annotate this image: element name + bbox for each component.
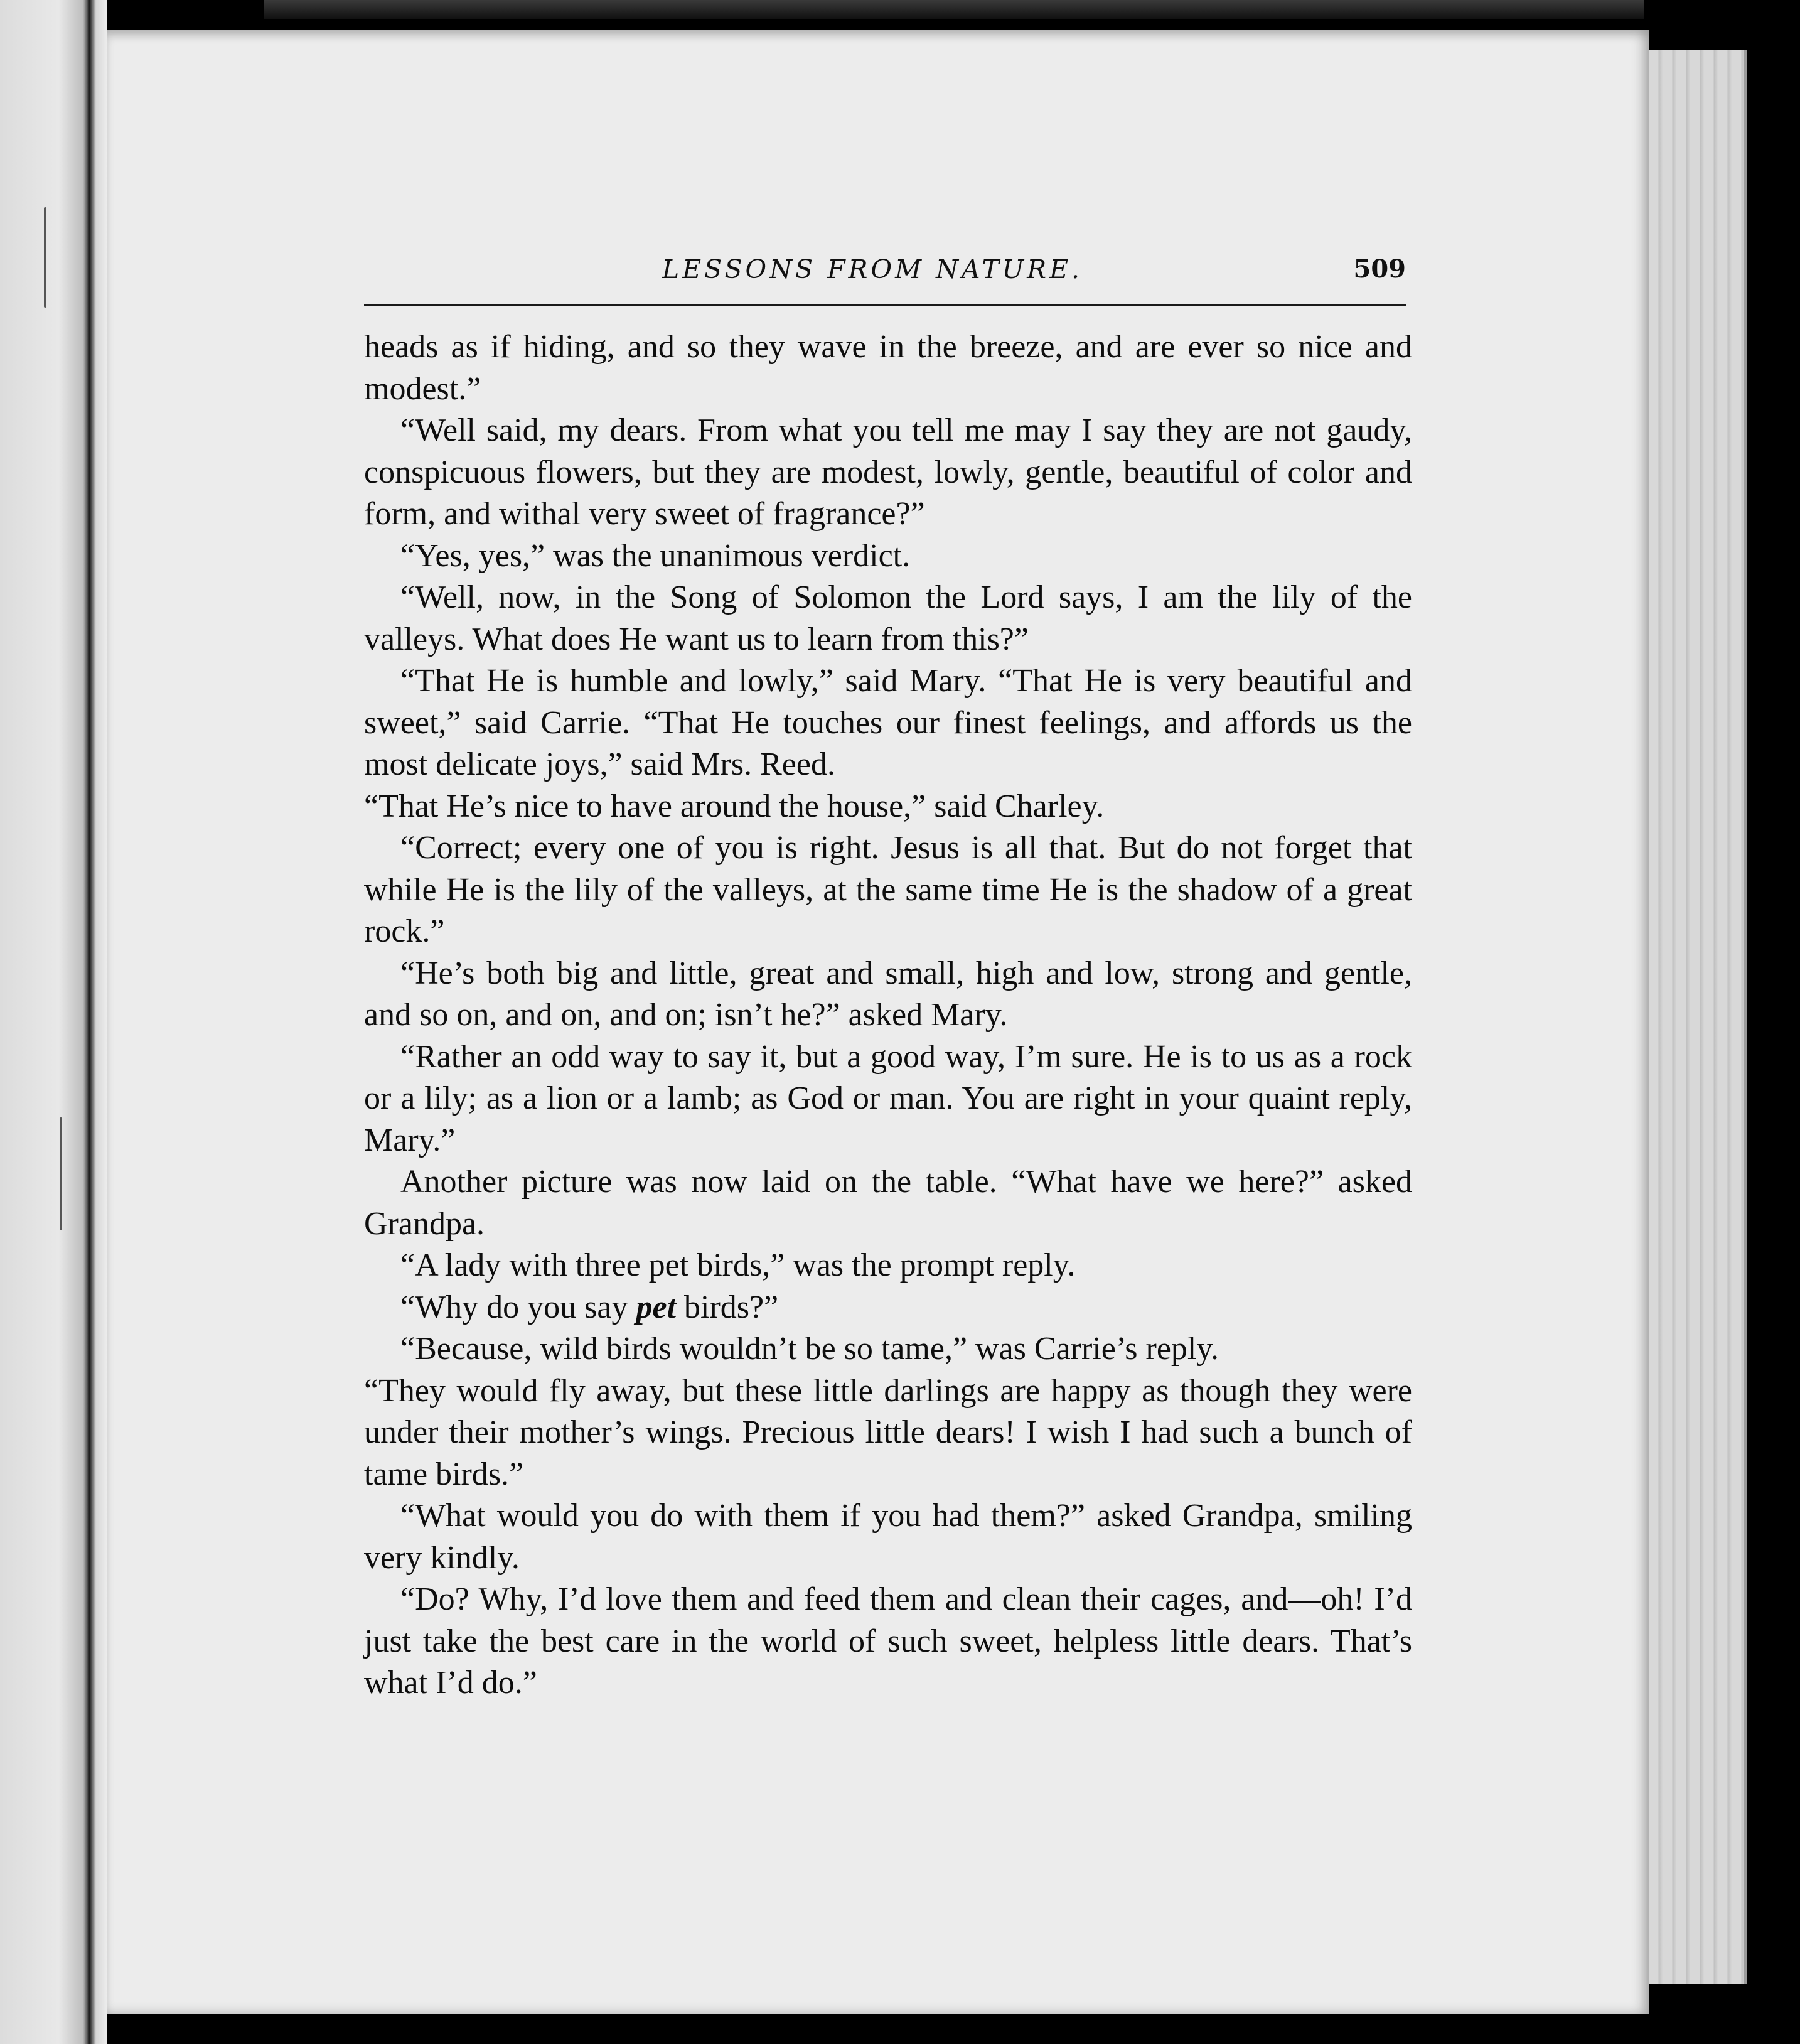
page-top-shadow — [264, 0, 1644, 19]
paragraph: “A lady with three pet birds,” was the prompt reply. — [400, 1247, 1076, 1283]
running-title: LESSONS FROM NATURE. — [662, 254, 1083, 284]
emphasized-word: pet — [636, 1289, 677, 1325]
paragraph: heads as if hiding, and so they wave in the breeze, and are ever so nice and modest.” — [364, 329, 1412, 407]
paragraph: “He’s both big and little, great and small, high and low, strong and gentle, and so on, and on, and on; isn’t he?” asked Mary. — [364, 955, 1412, 1033]
header-rule — [364, 304, 1406, 306]
paragraph: “What would you do with them if you had them?” asked Grandpa, smiling very kindly. — [364, 1498, 1412, 1576]
paragraph: “Do? Why, I’d love them and feed them and clean their cages, and—oh! I’d just take the best care in the world of such sweet, helpless little dears. That’s what I’d do.” — [364, 1581, 1412, 1701]
binding-thread — [60, 1117, 62, 1230]
paragraph: “That He’s nice to have around the house,” said Charley. — [364, 788, 1105, 824]
paragraph: “Well, now, in the Song of Solomon the Lord says, I am the lily of the valleys. What does He want us to learn from this?” — [364, 579, 1412, 657]
paragraph: “Yes, yes,” was the unanimous verdict. — [400, 537, 911, 574]
paragraph-segment: “Why do you say — [400, 1289, 636, 1325]
paragraph: “That He is humble and lowly,” said Mary. “That He is very beautiful and sweet,” said Carrie. “That He touches our finest feelings, and affords us the most delicate joys,” said Mrs. Reed. — [364, 663, 1412, 782]
page-body — [364, 326, 1412, 1704]
paragraph: “Rather an odd way to say it, but a good way, I’m sure. He is to us as a rock or a lily; as a lion or a lamb; as God or man. You are right in your quaint reply, Mary.” — [364, 1038, 1412, 1158]
paragraph — [364, 1287, 1412, 1329]
page-edges — [1649, 50, 1747, 1984]
paragraph: “Because, wild birds wouldn’t be so tame,” was Carrie’s reply. — [400, 1331, 1219, 1367]
book-binding — [0, 0, 107, 2044]
binding-thread — [44, 207, 46, 308]
page-number: 509 — [1353, 254, 1406, 284]
paragraph: “They would fly away, but these little darlings are happy as though they were under their mother’s wings. Precious little dears! I wish I had such a bunch of tame birds.” — [364, 1372, 1412, 1492]
paragraph: “Correct; every one of you is right. Jesus is all that. But do not forget that while He is the lily of the valleys, at the same time He is the shadow of a great rock.” — [364, 830, 1412, 949]
paragraph-segment: birds?” — [676, 1289, 779, 1325]
paragraph: “Well said, my dears. From what you tell me may I say they are not gaudy, conspicuous flowers, but they are modest, lowly, gentle, beautiful of color and form, and withal very sweet of fragrance?” — [364, 412, 1412, 532]
paragraph: Another picture was now laid on the table. “What have we here?” asked Grandpa. — [364, 1164, 1412, 1242]
